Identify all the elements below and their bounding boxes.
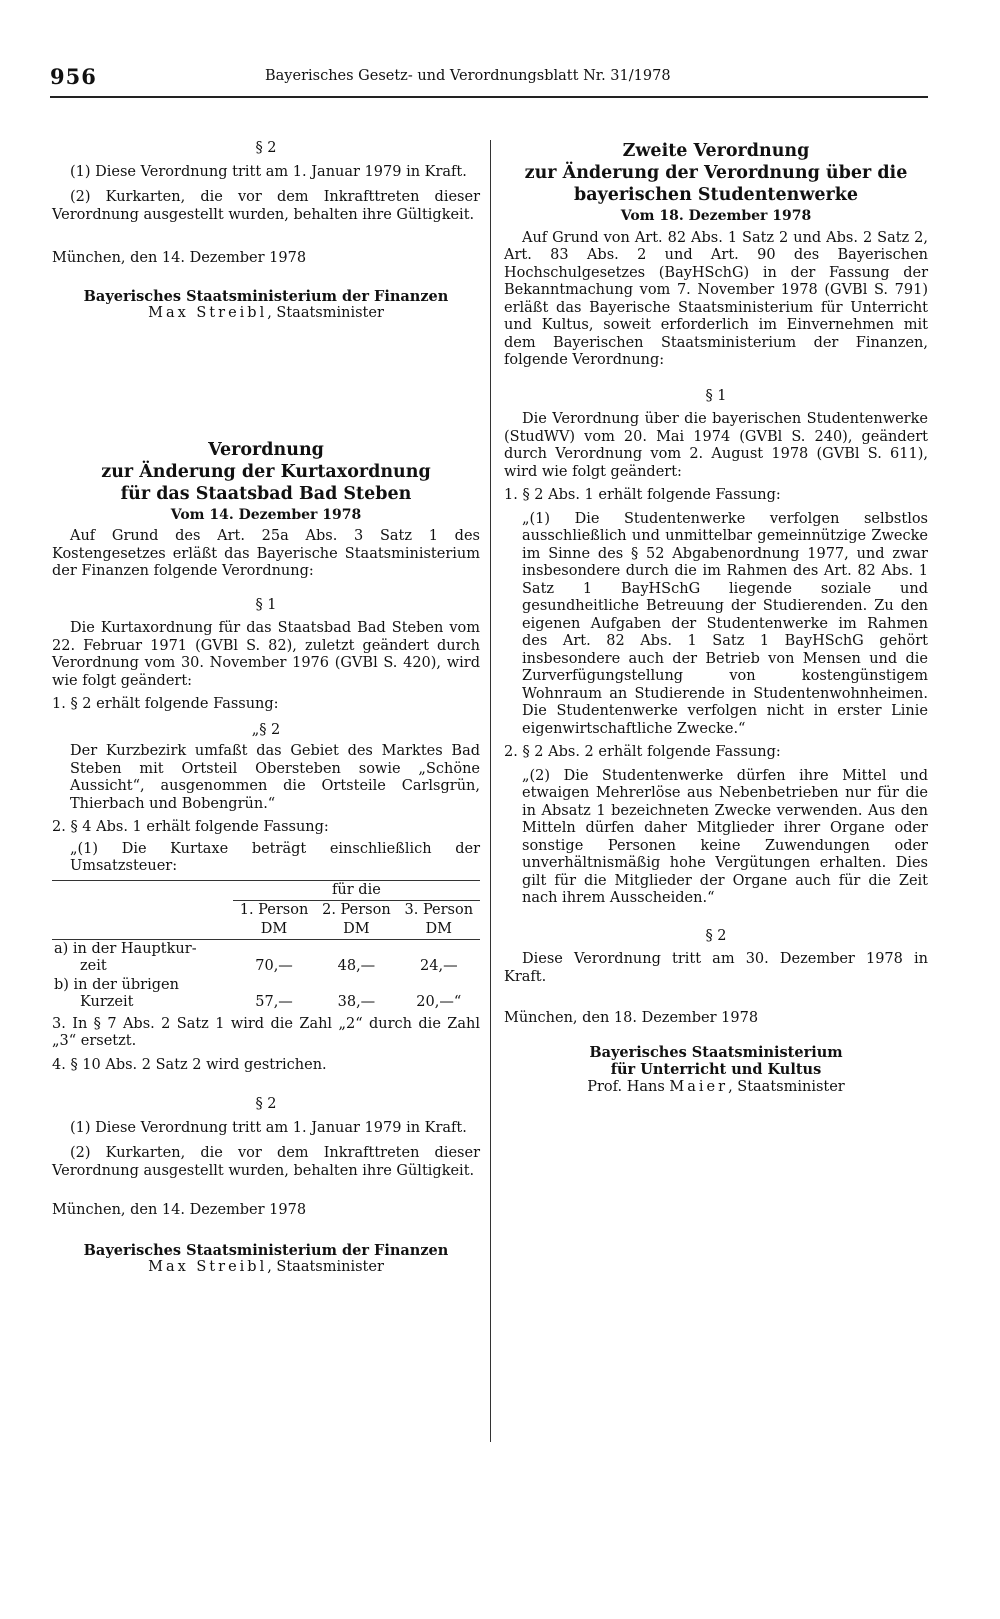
section-heading: § 2: [705, 927, 727, 944]
sign-date: München, den 18. Dezember 1978: [504, 1010, 759, 1026]
list-item: 4. § 10 Abs. 2 Satz 2 wird gestrichen.: [52, 1056, 327, 1073]
ministry-name: Bayerisches Staatsministerium der Finanzen: [83, 287, 449, 305]
decree-title-line1: Verordnung: [208, 439, 324, 460]
row-label-line: Kurzeit: [80, 993, 134, 1010]
quoted-text: Der Kurzbezirk umfaßt das Gebiet des Marktes Bad Steben mit Ortsteil Obersteben sowie „Schöne Aussicht“, ausgenommen die Ortsteile Carlsgrün, Thierbach und Bobengrün.“: [70, 743, 480, 812]
decree-intro: Auf Grund von Art. 82 Abs. 1 Satz 2 und Abs. 2 Satz 2, Art. 83 Abs. 2 und Art. 90 des Bayerischen Hochschulgesetzes (BayHSchG) in der Fassung der Bekanntmachung vom 7. November 1978 (GVBl S. 791) erläßt das Bayerische Staatsministerium für Unterricht und Kultus, soweit erforderlich im Einvernehmen mit dem Bayerischen Staatsministerium der Finanzen, folgende Verordnung:: [504, 229, 928, 368]
section-heading: § 2: [255, 1096, 277, 1112]
minister-title: , Staatsminister: [267, 305, 384, 321]
decree-date: Vom 18. Dezember 1978: [620, 208, 812, 224]
list-item: 1. § 2 Abs. 1 erhält folgende Fassung:: [504, 487, 781, 503]
paragraph: (1) Diese Verordnung tritt am 1. Januar 1979 in Kraft.: [70, 1119, 467, 1136]
table-cell: 20,—“: [416, 993, 462, 1010]
decree-title-line2: zur Änderung der Verordnung über die: [524, 163, 908, 183]
table-unit: DM: [425, 920, 453, 937]
quoted-text: „(2) Die Studentenwerke dürfen ihre Mittel und etwaigen Mehrerlöse aus Nebenbetrieben nur für die in Absatz 1 bezeichneten Zwecke verwenden. Aus den Mitteln dürfen daher Mitglieder ihrer Organe oder sonstige Personen keine Zuwendungen oder unverhältnismäßig hohe Vergütungen erhalten. Dies gilt für die Mitglieder der Organe auch für die Zeit nach ihrem Ausscheiden.“: [522, 767, 928, 906]
list-item: 3. In § 7 Abs. 2 Satz 1 wird die Zahl „2“ durch die Zahl „3“ ersetzt.: [52, 1015, 480, 1049]
decree-title-line3: bayerischen Studentenwerke: [573, 185, 859, 205]
row-label-line: b) in der übrigen: [54, 976, 179, 993]
minister-name: Max Streibl: [148, 1259, 268, 1275]
decree-intro: Auf Grund des Art. 25a Abs. 3 Satz 1 des Kostengesetzes erläßt das Bayerische Staatsministerium der Finanzen folgende Verordnung:: [52, 528, 480, 579]
column-divider: [490, 140, 491, 1442]
gazette-title: Bayerisches Gesetz- und Verordnungsblatt Nr. 31/1978: [265, 68, 671, 84]
sign-date: München, den 14. Dezember 1978: [52, 250, 307, 266]
sign-date: München, den 14. Dezember 1978: [52, 1202, 307, 1218]
ministry-name: Bayerisches Staatsministerium: [589, 1043, 843, 1061]
quoted-section-heading: „§ 2: [251, 721, 281, 738]
minister-name: Max Streibl: [148, 305, 268, 321]
table-cell: 48,—: [337, 957, 376, 974]
minister-signature: [52, 1259, 480, 1277]
section-heading: § 2: [255, 140, 277, 156]
table-header: 2. Person: [322, 901, 391, 918]
table-cell: 57,—: [255, 993, 293, 1010]
paragraph: Die Kurtaxordnung für das Staatsbad Bad Steben vom 22. Februar 1971 (GVBl S. 82), zuletzt geändert durch Verordnung vom 30. November 1976 (GVBl S. 420), wird wie folgt geändert:: [52, 620, 480, 689]
row-label: [52, 976, 233, 1012]
table-header: 1. Person: [239, 901, 309, 918]
decree-title-line2: zur Änderung der Kurtaxordnung: [101, 461, 431, 482]
table-unit: DM: [260, 920, 288, 937]
section-heading: § 1: [705, 387, 727, 404]
row-label-line: a) in der Hauptkur-: [54, 940, 197, 957]
table-header: 3. Person: [404, 901, 474, 918]
ministry-name: für Unterricht und Kultus: [610, 1061, 822, 1078]
minister-title: , Staatsminister: [728, 1078, 845, 1095]
quoted-text: „(1) Die Kurtaxe beträgt einschließlich der Umsatzsteuer:: [70, 840, 480, 874]
page-number: 956: [50, 64, 97, 89]
list-item: 1. § 2 erhält folgende Fassung:: [52, 696, 279, 712]
ministry-name: Bayerisches Staatsministerium der Finanzen: [83, 1241, 449, 1259]
minister-signature: [504, 1079, 928, 1097]
decree-date: Vom 14. Dezember 1978: [170, 506, 362, 523]
section-heading: § 1: [255, 596, 277, 613]
row-label: [52, 939, 233, 976]
table-cell: 70,—: [255, 957, 293, 974]
paragraph: Die Verordnung über die bayerischen Studentenwerke (StudWV) vom 20. Mai 1974 (GVBl S. 240), geändert durch Verordnung vom 2. August 1978 (GVBl S. 611), wird wie folgt geändert:: [504, 411, 928, 480]
paragraph: Diese Verordnung tritt am 30. Dezember 1978 in Kraft.: [504, 951, 928, 985]
table-row: [52, 976, 480, 1012]
paragraph: (1) Diese Verordnung tritt am 1. Januar 1979 in Kraft.: [70, 163, 467, 180]
paragraph: (2) Kurkarten, die vor dem Inkrafttreten dieser Verordnung ausgestellt wurden, behalten ihre Gültigkeit.: [52, 1145, 480, 1179]
list-item: 2. § 4 Abs. 1 erhält folgende Fassung:: [52, 819, 329, 835]
table-group-header: für die: [233, 880, 480, 900]
paragraph: (2) Kurkarten, die vor dem Inkrafttreten dieser Verordnung ausgestellt wurden, behalten ihre Gültigkeit.: [52, 189, 480, 223]
table-cell: 24,—: [420, 957, 458, 974]
minister-title: , Staatsminister: [267, 1259, 384, 1275]
table-row: [52, 939, 480, 976]
page-header: [50, 62, 928, 98]
minister-prefix: Prof. Hans: [587, 1078, 670, 1095]
quoted-text: „(1) Die Studentenwerke verfolgen selbstlos ausschließlich und unmittelbar gemeinnützige Zwecke im Sinne des § 52 Abgabenordnung 1977, und zwar insbesondere durch die im Rahmen des Art. 82 Abs. 1 Satz 1 BayHSchG liegende soziale und gesundheitliche Betreuung der Studierenden. Zu den eigenen Aufgaben der Studentenwerke im Rahmen des Art. 82 Abs. 1 Satz 1 BayHSchG gehört insbesondere auch der Betrieb von Mensen und die Zurverfügungstellung von kostengünstigem Wohnraum an Studierende in Studentenwohnheimen. Die Studentenwerke verfolgen nicht in erster Linie eigenwirtschaftliche Zwecke.“: [522, 510, 928, 737]
kurtaxe-table: [52, 880, 480, 1012]
minister-signature: [52, 305, 480, 323]
decree-title-line1: Zweite Verordnung: [622, 141, 810, 161]
row-label-line: zeit: [80, 957, 107, 974]
decree-title-line3: für das Staatsbad Bad Steben: [120, 483, 412, 504]
minister-name: Maier: [669, 1078, 729, 1095]
left-column: [52, 140, 480, 1277]
table-cell: 38,—: [337, 993, 376, 1010]
right-column: [504, 140, 928, 1096]
list-item: 2. § 2 Abs. 2 erhält folgende Fassung:: [504, 744, 781, 760]
table-unit: DM: [343, 920, 370, 937]
